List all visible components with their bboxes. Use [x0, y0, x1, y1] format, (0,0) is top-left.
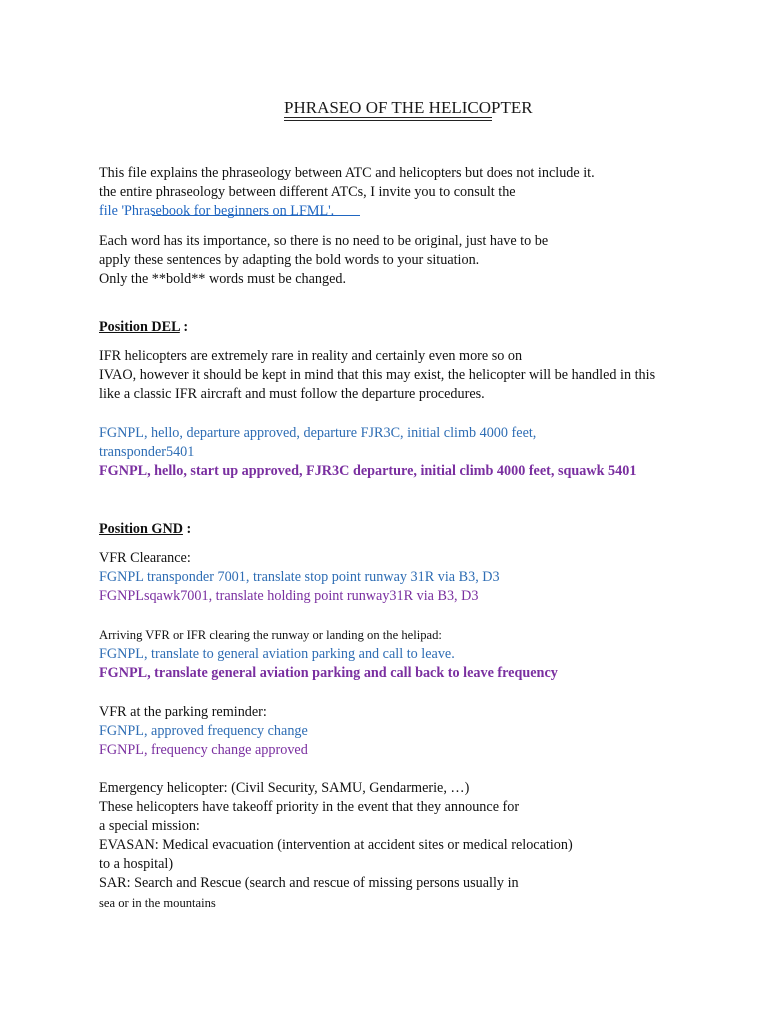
del-heading-colon: : [179, 319, 189, 335]
intro-line-2: the entire phraseology between different ATCs, I invite you to consult the [99, 184, 516, 200]
paragraph2-line-2: apply these sentences by adapting the bold words to your situation. [99, 252, 480, 268]
intro-line-1: This file explains the phraseology between ATC and helicopters but does not include it. [99, 165, 595, 181]
emergency-line-5: to a hospital) [99, 856, 174, 872]
section-heading-del [99, 318, 188, 336]
title-double-underline [284, 120, 492, 121]
emergency-line-6: SAR: Search and Rescue (search and rescue of missing persons usually in [99, 875, 519, 891]
phrasebook-link[interactable]: file 'Phrasebook for beginners on LFML'. [99, 203, 335, 219]
emergency-line-4: EVASAN: Medical evacuation (intervention at accident sites or medical relocation) [99, 837, 573, 853]
paragraph2-line-1: Each word has its importance, so there is no need to be original, just have to be [99, 233, 549, 249]
gnd-heading-text: Position GND [99, 521, 183, 537]
page-title: PHRASEO OF THE HELICOPTER [284, 98, 533, 117]
emergency-line-7: sea or in the mountains [99, 896, 216, 910]
parking-purple: FGNPL, frequency change approved [99, 742, 308, 758]
del-example-blue-line-1: FGNPL, hello, departure approved, departure FJR3C, initial climb 4000 feet, [99, 425, 537, 441]
vfr-clearance-label: VFR Clearance: [99, 550, 191, 566]
gnd-heading-colon: : [182, 521, 192, 537]
emergency-line-1: Emergency helicopter: (Civil Security, SAMU, Gendarmerie, …) [99, 780, 470, 796]
section-heading-gnd [99, 520, 191, 538]
parking-label: VFR at the parking reminder: [99, 704, 267, 720]
paragraph2-line-3: Only the **bold** words must be changed. [99, 271, 347, 287]
arriving-bold: FGNPL, translate general aviation parking and call back to leave frequency [99, 665, 558, 681]
del-example-blue-line-2: transponder5401 [99, 444, 195, 460]
del-text-line-2: IVAO, however it should be kept in mind that this may exist, the helicopter will be handled in this [99, 367, 656, 383]
arriving-label: Arriving VFR or IFR clearing the runway or landing on the helipad: [99, 628, 442, 642]
del-text-line-1: IFR helicopters are extremely rare in reality and certainly even more so on [99, 348, 523, 364]
arriving-blue: FGNPL, translate to general aviation parking and call to leave. [99, 646, 455, 662]
del-text-line-3: like a classic IFR aircraft and must follow the departure procedures. [99, 386, 485, 402]
link-underline [152, 215, 360, 216]
emergency-line-3: a special mission: [99, 818, 200, 834]
vfr-clearance-purple: FGNPLsqawk7001, translate holding point runway31R via B3, D3 [99, 588, 479, 604]
parking-blue: FGNPL, approved frequency change [99, 723, 308, 739]
del-heading-text: Position DEL [99, 319, 180, 335]
vfr-clearance-blue: FGNPL transponder 7001, translate stop point runway 31R via B3, D3 [99, 569, 500, 585]
del-example-bold: FGNPL, hello, start up approved, FJR3C departure, initial climb 4000 feet, squawk 5401 [99, 463, 637, 479]
emergency-line-2: These helicopters have takeoff priority in the event that they announce for [99, 799, 520, 815]
title-underline [284, 117, 492, 118]
